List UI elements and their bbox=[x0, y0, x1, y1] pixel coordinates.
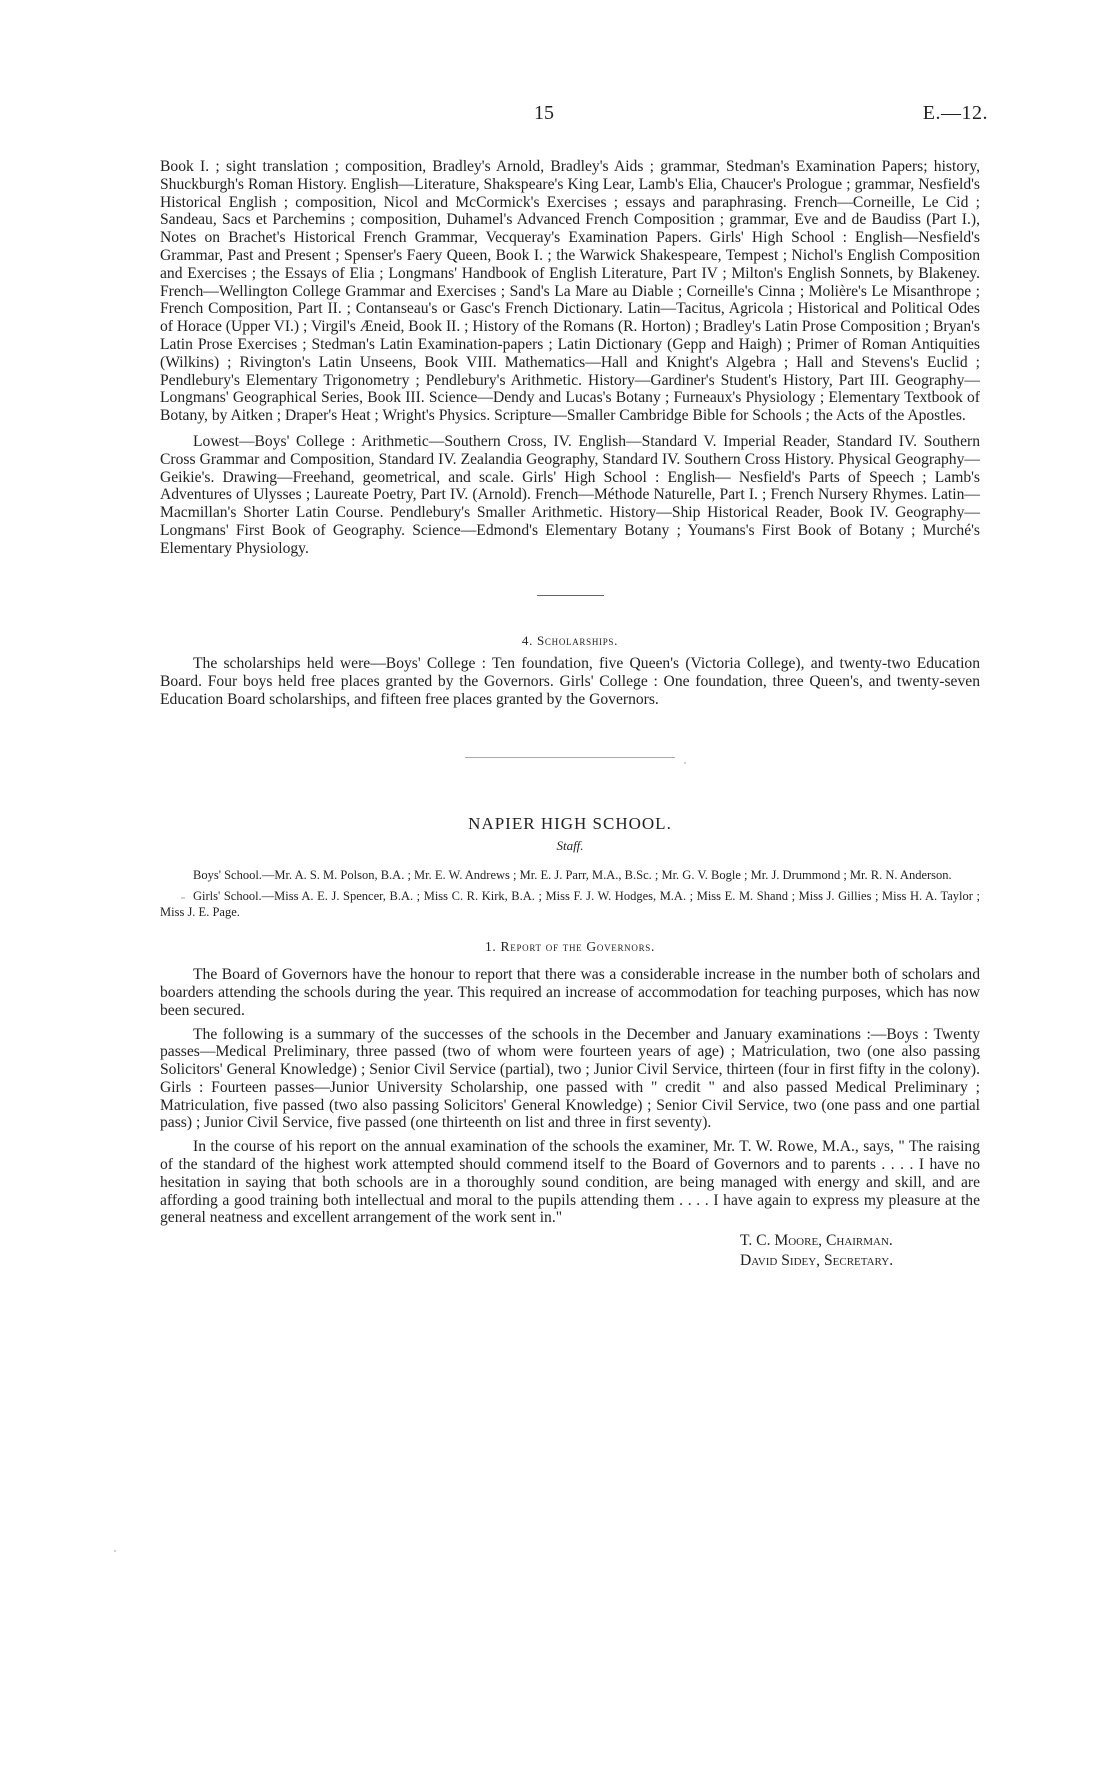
napier-high-school-title: NAPIER HIGH SCHOOL. bbox=[468, 813, 672, 833]
document-code: E.—12. bbox=[922, 102, 988, 124]
main-content bbox=[160, 158, 980, 1271]
scholarships-heading: 4. Scholarships. bbox=[521, 632, 619, 648]
secretary-signature: David Sidey, Secretary. bbox=[740, 1252, 894, 1270]
curriculum-paragraph: Book I. ; sight translation ; composition, Bradley's Arnold, Bradley's Aids ; grammar, Stedman's Examination Papers; history, Shuckburgh's Roman History. English—Literature, Shakspeare's King Lear, Lamb's Elia, Chaucer's Prologue ; grammar, Nesfield's Historical English ; composition, Nicol and McCormick's Exercises ; essays and paraphrasing. French—Corneille, Le Cid ; Sandeau, Sacs et Parchemins ; composition, Duhamel's Advanced French Composition ; grammar, Eve and de Baudiss (Part I.), Notes on Brachet's Historical French Grammar, Vecqueray's Examination Papers. Girls' High School : English—Nesfield's Grammar, Past and Present ; Spenser's Faery Queen, Book I. ; the Warwick Shakespeare, Tempest ; Nichol's English Composition and Exercises ; the Essays of Elia ; Longmans' Handbook of English Literature, Part IV ; Milton's English Sonnets, by Blakeney. French—Wellington College Grammar and Exercises ; Sand's La Mare au Diable ; Corneille's Cinna ; Molière's Le Misanthrope ; French Composition, Part II. ; Contanseau's or Gasc's French Dictionary. Latin—Tacitus, Agricola ; Historical and Political Odes of Horace (Upper VI.) ; Virgil's Æneid, Book II. ; History of the Romans (R. Horton) ; Bradley's Latin Prose Composition ; Bryan's Latin Prose Exercises ; Stedman's Latin Examination-papers ; Latin Dictionary (Gepp and Haigh) ; Primer of Roman Antiquities (Wilkins) ; Rivington's Latin Unseens, Book VIII. Mathematics—Hall and Knight's Algebra ; Hall and Stevens's Euclid ; Pendlebury's Elementary Trigonometry ; Pendlebury's Arithmetic. History—Gardiner's Student's History, Part III. Geography—Longmans' Geographical Series, Book III. Science—Dendy and Lucas's Botany ; Furneaux's Physiology ; Elementary Textbook of Botany, by Aitken ; Draper's Heat ; Wright's Physics. Scripture—Smaller Cambridge Bible for Schools ; the Acts of the Apostles. bbox=[160, 158, 981, 425]
page-number: 15 bbox=[534, 102, 554, 124]
report-paragraph-2: The following is a summary of the successes of the schools in the December and January examinations :—Boys : Twenty passes—Medical Preliminary, three passed (two of whom were fourteen years of age) ; Matriculation, two (one also passing Solicitors' General Knowledge) ; Senior Civil Service (partial), two ; Junior Civil Service, thirteen (four in first fifty in the colony). Girls : Fourteen passes—Junior University Scholarship, one passed with " credit " and also passed Medical Preliminary ; Matriculation, five passed (two also passing Solicitors' General Knowledge) ; Senior Civil Service, two (one pass and one partial pass) ; Junior Civil Service, five passed (one thirteenth on list and three in first seventy). bbox=[160, 1025, 980, 1132]
page-header bbox=[0, 102, 1114, 132]
girls-school-staff: Girls' School.—Miss A. E. J. Spencer, B.A. ; Miss C. R. Kirk, B.A. ; Miss F. J. W. Hodges, M.A. ; Miss E. M. Shand ; Miss J. Gillies ; Miss H. A. Taylor ; Miss J. E. Page. bbox=[160, 889, 980, 920]
report-paragraph-3: In the course of his report on the annual examination of the schools the examiner, Mr. T. W. Rowe, M.A., says, " The raising of the standard of the highest work attempted should commend itself to the Board of Governors and to parents . . . . I have no hesitation in saying that both schools are in a thoroughly sound condition, are being managed with energy and skill, and are affording a good training both intellectual and moral to the pupils attending them . . . . I have again to express my pleasure at the general neatness and excellent arrangement of the work sent in." bbox=[160, 1138, 980, 1227]
scan-speck bbox=[684, 762, 686, 764]
scholarships-paragraph: The scholarships held were—Boys' College : Ten foundation, five Queen's (Victoria College), and twenty-two Education Board. Four boys held free places granted by the Governors. Girls' College : One foundation, three Queen's, and twenty-seven Education Board scholarships, and fifteen free places granted by the Governors. bbox=[160, 655, 980, 708]
signature-block bbox=[740, 1231, 950, 1271]
report-paragraph-1: The Board of Governors have the honour to report that there was a considerable increase in the number both of scholars and boarders attending the schools during the year. This required an increase of accommodation for teaching purposes, which has now been secured. bbox=[160, 966, 980, 1019]
report-heading: 1. Report of the Governors. bbox=[484, 939, 656, 955]
chairman-signature: T. C. Moore, Chairman. bbox=[740, 1232, 893, 1250]
boys-school-staff: Boys' School.—Mr. A. S. M. Polson, B.A. ; Mr. E. W. Andrews ; Mr. E. J. Parr, M.A., B.Sc. ; Mr. G. V. Bogle ; Mr. J. Drummond ; Mr. R. N. Anderson. bbox=[193, 868, 952, 883]
scan-speck bbox=[181, 897, 185, 899]
school-divider bbox=[465, 757, 675, 758]
section-divider bbox=[537, 595, 604, 596]
scan-speck bbox=[114, 1550, 116, 1552]
staff-heading: Staff. bbox=[556, 837, 584, 853]
lowest-class-paragraph: Lowest—Boys' College : Arithmetic—Southern Cross, IV. English—Standard V. Imperial Reader, Standard IV. Southern Cross Grammar and Composition, Standard IV. Zealandia Geography, Standard IV. Southern Cross History. Physical Geography—Geikie's. Drawing—Freehand, geometrical, and scale. Girls' High School : English— Nesfield's Parts of Speech ; Lamb's Adventures of Ulysses ; Laureate Poetry, Part IV. (Arnold). French—Méthode Naturelle, Part I. ; French Nursery Rhymes. Latin—Macmillan's Shorter Latin Course. Pendlebury's Smaller Arithmetic. History—Ship Historical Reader, Book IV. Geography—Longmans' First Book of Geography. Science—Edmond's Elementary Botany ; Youmans's First Book of Botany ; Murché's Elementary Physiology. bbox=[160, 432, 980, 557]
